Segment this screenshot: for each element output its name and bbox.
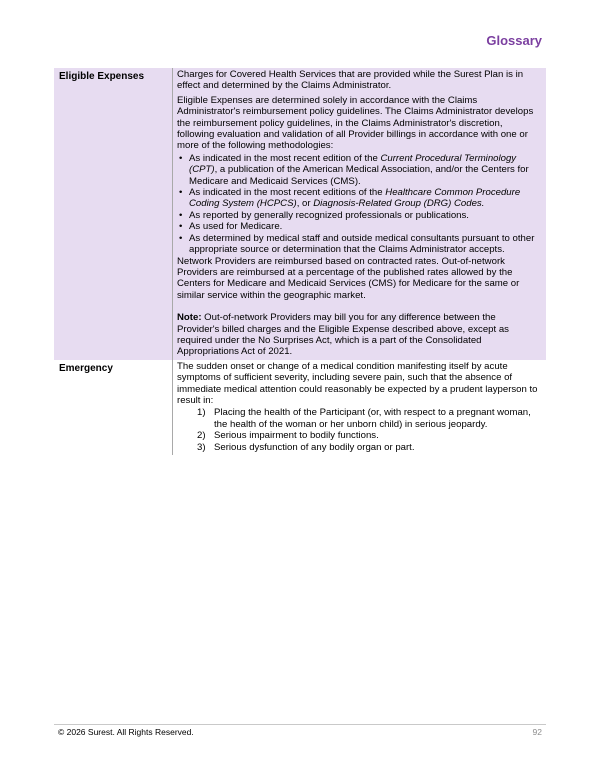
glossary-definition: [172, 360, 546, 455]
list-item: • As reported by generally recognized professionals or publications.: [189, 210, 538, 221]
definition-paragraph: Eligible Expenses are determined solely in accordance with the Claims Administrator's reimbursement policy guidelines. The Claims Administrator develops the reimbursement policy guidelines, in the Claims Administrator's discretion, following evaluation and validation of all Provider billings in accordance with one or more of the following methodologies:: [177, 94, 534, 152]
page-header-title: Glossary: [486, 33, 542, 48]
note-label: Note:: [177, 312, 202, 324]
page-number: 92: [532, 727, 542, 737]
list-item: 2) Serious impairment to bodily functions.: [197, 430, 379, 442]
definition-intro: The sudden onset or change of a medical condition manifesting itself by acute symptoms of sufficient severity, including severe pain, such that the absence of immediate medical attention could reasonably be expected by a prudent layperson to result in:: [177, 360, 538, 406]
glossary-definition: [172, 68, 546, 360]
footer-copyright: © 2026 Surest. All Rights Reserved.: [58, 727, 194, 737]
definition-paragraph: Network Providers are reimbursed based on contracted rates. Out-of-network Providers are reimbursed at a percentage of the published rates allowed by the Centers for Medicare and Medicaid Services (CMS) for Medicare for the same or similar service within the geographic market.: [177, 255, 520, 301]
definition-note: [177, 312, 538, 358]
footer-divider: [54, 724, 546, 725]
definition-intro: Charges for Covered Health Services that are provided while the Surest Plan is in effect and determined by the Claims Administrator.: [177, 69, 524, 92]
glossary-term: Emergency: [59, 362, 113, 374]
list-item: 1) Placing the health of the Participant (or, with respect to a pregnant woman, the health of the woman or her unborn child) in serious jeopardy.: [197, 407, 531, 430]
glossary-table: [54, 68, 546, 455]
numbered-list: [177, 407, 538, 453]
methodology-list: [177, 153, 538, 256]
list-item: • As determined by medical staff and outside medical consultants pursuant to other appropriate source or determination that the Claims Administrator accepts.: [189, 233, 538, 256]
list-item: • As used for Medicare.: [189, 221, 538, 232]
glossary-row-eligible-expenses: [54, 68, 546, 360]
note-text: Out-of-network Providers may bill you for any difference between the Provider's billed charges and the Eligible Expense described above, except as required under the No Surprises Act, which is a part of the Consolidated Appropriations Act of 2021.: [177, 312, 509, 358]
glossary-term: Eligible Expenses: [59, 71, 145, 82]
list-item: 3) Serious dysfunction of any bodily organ or part.: [197, 441, 415, 453]
list-item: • As indicated in the most recent edition of the Current Procedural Terminology (CPT), a publication of the American Medical Association, and/or the Centers for Medicare and Medicaid Services (CMS).: [189, 153, 538, 187]
glossary-row-emergency: [54, 360, 546, 455]
list-item: • As indicated in the most recent editions of the Healthcare Common Procedure Coding System (HCPCS), or Diagnosis-Related Group (DRG) Codes.: [189, 187, 538, 210]
